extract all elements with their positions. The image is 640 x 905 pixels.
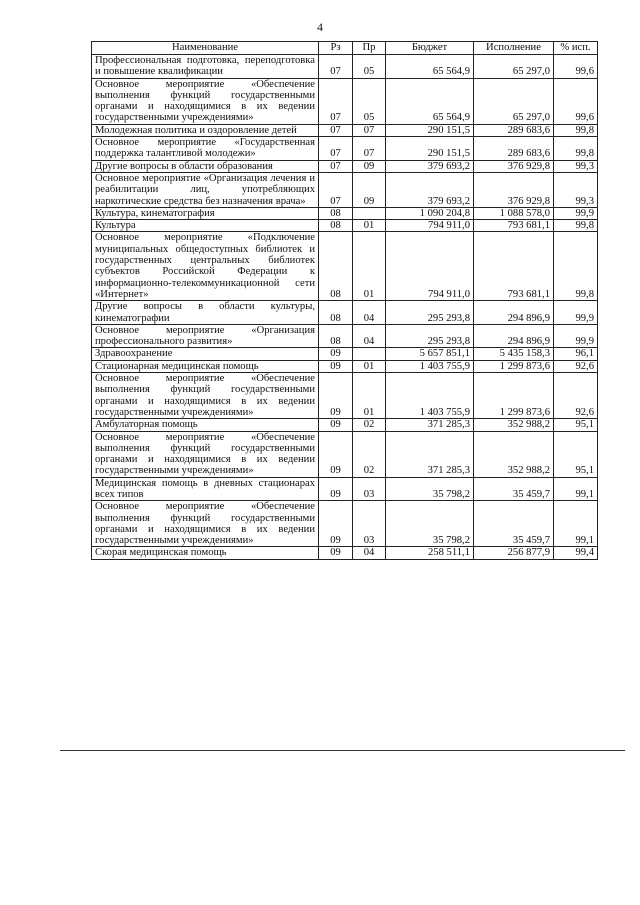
table-row (92, 172, 598, 207)
row-name: Профессиональная подготовка, переподготовка и повышение квалификации (92, 55, 319, 79)
row-execution: 35 459,7 (474, 501, 554, 547)
row-percent: 95,1 (554, 431, 598, 477)
row-pr: 09 (353, 172, 386, 207)
row-budget: 1 403 755,9 (386, 360, 474, 372)
table-row (92, 78, 598, 124)
row-execution: 5 435 158,3 (474, 348, 554, 360)
row-name: Другие вопросы в области образования (92, 160, 319, 172)
table-row (92, 301, 598, 325)
table-row (92, 419, 598, 431)
row-execution: 793 681,1 (474, 220, 554, 232)
row-name: Здравоохранение (92, 348, 319, 360)
row-pr (353, 207, 386, 219)
row-pr: 02 (353, 419, 386, 431)
row-percent: 99,1 (554, 477, 598, 501)
row-name: Основное мероприятие «Обеспечение выполнения функций государственными органами и находящимися в их ведении государственными учреждениями» (92, 501, 319, 547)
row-execution: 65 297,0 (474, 55, 554, 79)
row-execution: 376 929,8 (474, 160, 554, 172)
row-budget: 295 293,8 (386, 301, 474, 325)
row-rz: 07 (319, 172, 353, 207)
table-row (92, 160, 598, 172)
row-percent: 99,8 (554, 124, 598, 136)
row-name: Основное мероприятие «Государственная поддержка талантливой молодежи» (92, 137, 319, 161)
row-name: Основное мероприятие «Обеспечение выполнения функций государственными органами и находящимися в их ведении государственными учреждениями» (92, 373, 319, 419)
row-rz: 09 (319, 547, 353, 559)
row-percent: 92,6 (554, 373, 598, 419)
row-rz: 09 (319, 360, 353, 372)
row-budget: 65 564,9 (386, 55, 474, 79)
page-number: 4 (317, 20, 323, 34)
table-body (92, 55, 598, 560)
row-budget: 65 564,9 (386, 78, 474, 124)
row-name: Медицинская помощь в дневных стационарах всех типов (92, 477, 319, 501)
row-execution: 352 988,2 (474, 431, 554, 477)
table-row (92, 477, 598, 501)
row-budget: 794 911,0 (386, 232, 474, 301)
table-row (92, 207, 598, 219)
row-name: Амбулаторная помощь (92, 419, 319, 431)
table-row (92, 137, 598, 161)
row-rz: 07 (319, 160, 353, 172)
row-execution: 289 683,6 (474, 124, 554, 136)
row-name: Культура (92, 220, 319, 232)
row-rz: 07 (319, 55, 353, 79)
row-budget: 295 293,8 (386, 324, 474, 348)
row-rz: 09 (319, 431, 353, 477)
row-budget: 371 285,3 (386, 419, 474, 431)
row-rz: 08 (319, 232, 353, 301)
row-pr: 04 (353, 547, 386, 559)
table-row (92, 431, 598, 477)
row-rz: 08 (319, 220, 353, 232)
table-row (92, 55, 598, 79)
row-execution: 376 929,8 (474, 172, 554, 207)
footer-divider (60, 750, 625, 751)
table-row (92, 547, 598, 559)
row-execution: 289 683,6 (474, 137, 554, 161)
budget-execution-table (91, 41, 598, 560)
row-percent: 99,8 (554, 137, 598, 161)
row-budget: 35 798,2 (386, 501, 474, 547)
row-budget: 35 798,2 (386, 477, 474, 501)
row-rz: 07 (319, 137, 353, 161)
row-name: Скорая медицинская помощь (92, 547, 319, 559)
table-row (92, 324, 598, 348)
row-pr: 05 (353, 78, 386, 124)
row-pr: 04 (353, 324, 386, 348)
row-percent: 96,1 (554, 348, 598, 360)
row-percent: 99,8 (554, 232, 598, 301)
row-percent: 99,1 (554, 501, 598, 547)
header-pr: Пр (353, 42, 386, 55)
row-pr: 03 (353, 477, 386, 501)
row-rz: 09 (319, 477, 353, 501)
row-name: Основное мероприятие «Организация лечения и реабилитации лиц, употребляющих наркотические средства без назначения врача» (92, 172, 319, 207)
row-budget: 379 693,2 (386, 160, 474, 172)
row-name: Основное мероприятие «Подключение муниципальных общедоступных библиотек и государственных центральных библиотек субъектов Российской Федерации к информационно-телекоммуникационной сети «Интернет» (92, 232, 319, 301)
row-execution: 35 459,7 (474, 477, 554, 501)
row-pr: 01 (353, 373, 386, 419)
table-row (92, 360, 598, 372)
row-execution: 294 896,9 (474, 324, 554, 348)
row-pr: 05 (353, 55, 386, 79)
row-percent: 99,4 (554, 547, 598, 559)
row-name: Стационарная медицинская помощь (92, 360, 319, 372)
row-pr: 02 (353, 431, 386, 477)
row-name: Основное мероприятие «Обеспечение выполнения функций государственными органами и находящимися в их ведении государственными учреждениями» (92, 431, 319, 477)
row-execution: 352 988,2 (474, 419, 554, 431)
row-percent: 99,6 (554, 55, 598, 79)
header-name: Наименование (92, 42, 319, 55)
row-budget: 794 911,0 (386, 220, 474, 232)
row-budget: 379 693,2 (386, 172, 474, 207)
row-execution: 256 877,9 (474, 547, 554, 559)
row-pr: 01 (353, 232, 386, 301)
header-row (92, 42, 598, 55)
row-rz: 09 (319, 373, 353, 419)
row-pr: 09 (353, 160, 386, 172)
row-pr: 07 (353, 124, 386, 136)
row-pr: 01 (353, 360, 386, 372)
row-percent: 95,1 (554, 419, 598, 431)
row-name: Основное мероприятие «Организация профессионального развития» (92, 324, 319, 348)
row-pr: 03 (353, 501, 386, 547)
row-budget: 371 285,3 (386, 431, 474, 477)
row-rz: 09 (319, 501, 353, 547)
header-budget: Бюджет (386, 42, 474, 55)
row-percent: 99,3 (554, 160, 598, 172)
table-row (92, 232, 598, 301)
header-execution: Исполнение (474, 42, 554, 55)
table-row (92, 501, 598, 547)
row-rz: 08 (319, 301, 353, 325)
table-row (92, 373, 598, 419)
table-row (92, 220, 598, 232)
row-budget: 1 090 204,8 (386, 207, 474, 219)
row-budget: 290 151,5 (386, 137, 474, 161)
row-percent: 99,6 (554, 78, 598, 124)
row-rz: 07 (319, 78, 353, 124)
row-rz: 09 (319, 348, 353, 360)
table-row (92, 124, 598, 136)
row-execution: 1 299 873,6 (474, 360, 554, 372)
row-execution: 65 297,0 (474, 78, 554, 124)
row-execution: 1 299 873,6 (474, 373, 554, 419)
row-execution: 294 896,9 (474, 301, 554, 325)
row-rz: 09 (319, 419, 353, 431)
row-percent: 99,9 (554, 324, 598, 348)
row-percent: 99,8 (554, 220, 598, 232)
row-name: Другие вопросы в области культуры, кинематографии (92, 301, 319, 325)
header-percent: % исп. (554, 42, 598, 55)
row-rz: 08 (319, 324, 353, 348)
row-name: Основное мероприятие «Обеспечение выполнения функций государственными органами и находящимися в их ведении государственными учреждениями» (92, 78, 319, 124)
row-rz: 07 (319, 124, 353, 136)
row-percent: 99,9 (554, 207, 598, 219)
row-name: Молодежная политика и оздоровление детей (92, 124, 319, 136)
header-rz: Рз (319, 42, 353, 55)
table-row (92, 348, 598, 360)
row-budget: 258 511,1 (386, 547, 474, 559)
row-pr: 01 (353, 220, 386, 232)
row-budget: 290 151,5 (386, 124, 474, 136)
row-pr: 07 (353, 137, 386, 161)
table-header (92, 42, 598, 55)
row-name: Культура, кинематография (92, 207, 319, 219)
row-percent: 99,3 (554, 172, 598, 207)
row-budget: 5 657 851,1 (386, 348, 474, 360)
row-pr (353, 348, 386, 360)
row-pr: 04 (353, 301, 386, 325)
row-budget: 1 403 755,9 (386, 373, 474, 419)
row-execution: 1 088 578,0 (474, 207, 554, 219)
row-percent: 99,9 (554, 301, 598, 325)
row-percent: 92,6 (554, 360, 598, 372)
row-rz: 08 (319, 207, 353, 219)
row-execution: 793 681,1 (474, 232, 554, 301)
